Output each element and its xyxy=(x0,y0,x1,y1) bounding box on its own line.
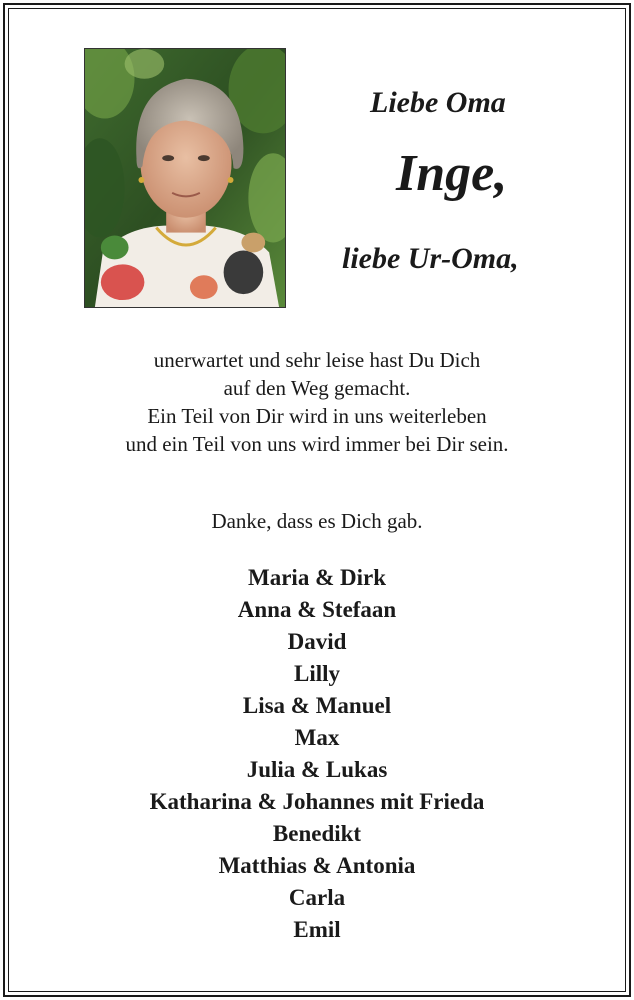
verse-line: auf den Weg gemacht. xyxy=(223,376,411,400)
family-name: Julia & Lukas xyxy=(246,757,388,782)
portrait-photo xyxy=(84,48,286,308)
family-names-list xyxy=(20,562,614,946)
family-name: Anna & Stefaan xyxy=(237,597,397,622)
family-name: Carla xyxy=(288,885,346,910)
deceased-name: Inge, xyxy=(396,145,508,202)
verse-line: Ein Teil von Dir wird in uns weiterleben xyxy=(147,404,487,428)
greeting-heading: Liebe Oma xyxy=(370,86,506,119)
verse-line: unerwartet und sehr leise hast Du Dich xyxy=(153,348,481,372)
verse-line: und ein Teil von uns wird immer bei Dir sein. xyxy=(125,432,509,456)
family-name: Lilly xyxy=(293,661,340,686)
family-name: Benedikt xyxy=(272,821,362,846)
subgreeting-heading: liebe Ur-Oma, xyxy=(342,242,519,275)
family-name: Max xyxy=(294,725,340,750)
family-name: Maria & Dirk xyxy=(248,565,386,590)
family-name: Matthias & Antonia xyxy=(218,853,416,878)
portrait-illustration xyxy=(85,49,285,307)
family-name: Lisa & Manuel xyxy=(242,693,392,718)
family-name: Emil xyxy=(293,917,341,942)
thanks-line: Danke, dass es Dich gab. xyxy=(211,509,423,533)
memorial-verse xyxy=(20,346,614,458)
family-name: Katharina & Johannes mit Frieda xyxy=(149,789,485,814)
family-name: David xyxy=(287,629,347,654)
